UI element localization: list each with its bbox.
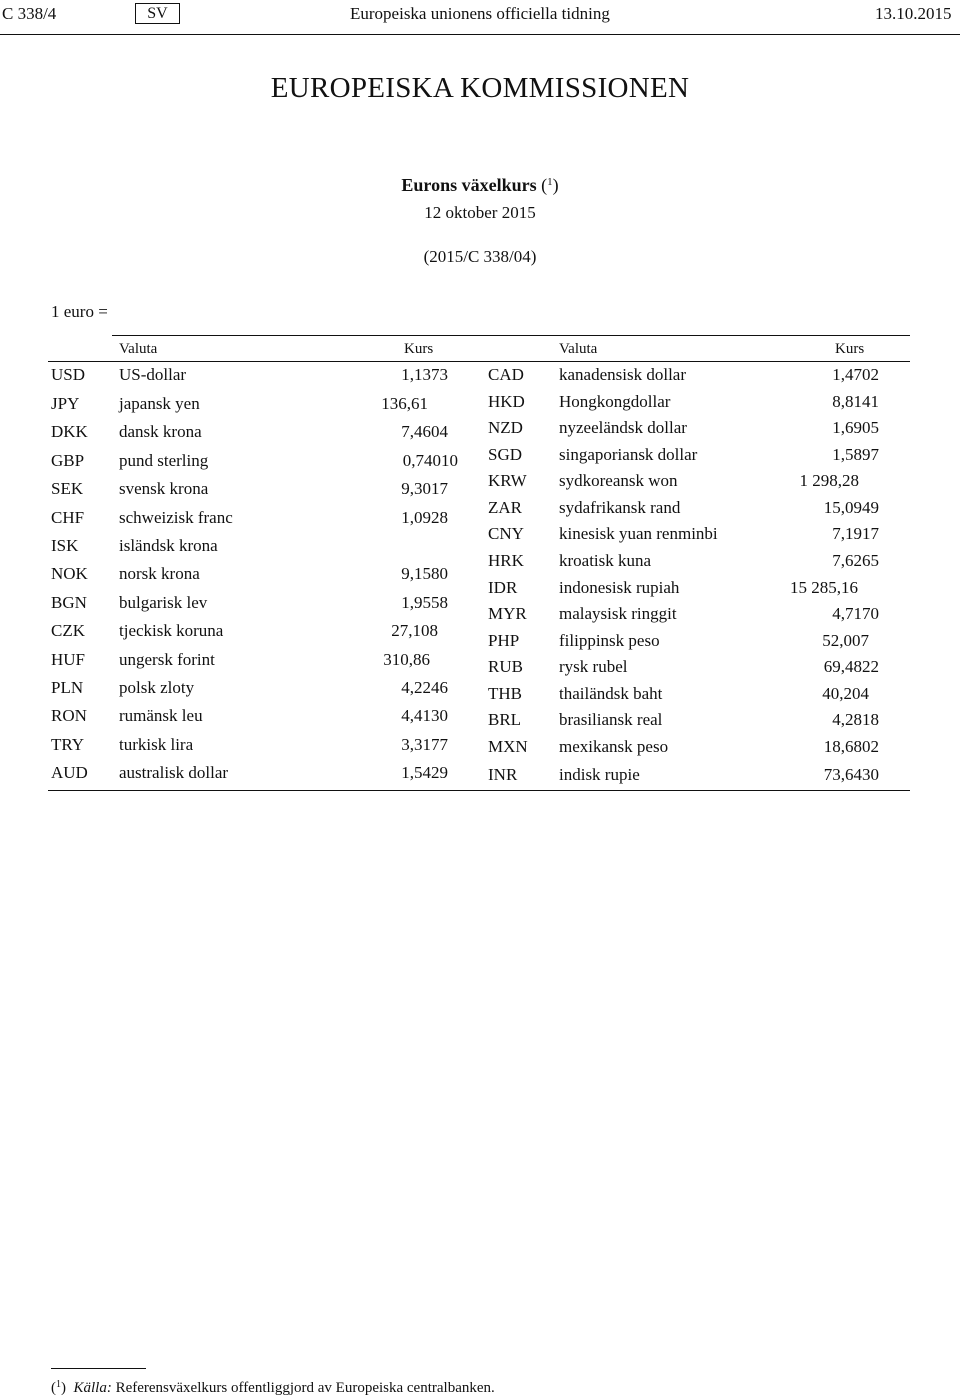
table-row-rate: 1,5897	[832, 445, 879, 464]
table-row-name: sydafrikansk rand	[559, 498, 681, 517]
right-header-rate: Kurs	[835, 341, 865, 357]
table-row-code: MYR	[488, 604, 527, 623]
table-row-code: JPY	[51, 394, 80, 413]
table-row-name: sydkoreansk won	[559, 471, 678, 490]
left-header-currency: Valuta	[119, 341, 158, 357]
footnote-ref-open: (	[541, 175, 548, 195]
table-row-name: tjeckisk koruna	[119, 621, 224, 640]
page-reference: C 338/4	[2, 4, 57, 23]
journal-title: Europeiska unionens officiella tidning	[350, 4, 610, 23]
table-bottom-rule	[48, 790, 910, 791]
table-row-name: thailändsk baht	[559, 684, 663, 703]
table-row-name: australisk dollar	[119, 763, 229, 782]
footnote-text: Referensväxelkurs offentliggjord av Europeiska centralbanken.	[115, 1380, 495, 1396]
table-row-rate: 73,6430	[823, 765, 879, 784]
table-row-code: INR	[488, 765, 518, 784]
footnote-mark-open: (	[51, 1380, 56, 1396]
table-row-code: IDR	[488, 578, 518, 597]
rates-heading	[0, 171, 960, 196]
document-title: EUROPEISKA KOMMISSIONEN	[270, 72, 690, 104]
table-row-rate: 3,3177	[401, 735, 448, 754]
footnote-rule	[51, 1368, 146, 1369]
table-row-code: CZK	[51, 621, 85, 640]
table-row-name: rysk rubel	[559, 657, 628, 676]
table-row-code: KRW	[488, 471, 527, 490]
table-row-code: NZD	[488, 418, 523, 437]
table-row-rate: 40,204	[822, 684, 869, 703]
table-row-name: japansk yen	[119, 394, 200, 413]
table-row-rate: 4,7170	[832, 604, 879, 623]
table-row-code: HUF	[51, 650, 86, 669]
publication-date: 13.10.2015	[875, 4, 952, 23]
table-row-name: ungersk forint	[119, 650, 215, 669]
table-row-rate: 1 298,28	[799, 471, 859, 490]
one-euro-label: 1 euro =	[51, 302, 108, 321]
table-row-code: GBP	[51, 451, 85, 470]
table-row-rate: 0,74010	[402, 451, 458, 470]
table-row-code: SGD	[488, 445, 523, 464]
table-row-name: norsk krona	[119, 564, 200, 583]
table-row-rate: 1,4702	[832, 365, 879, 384]
table-row-name: dansk krona	[119, 422, 202, 441]
table-row-name: nyzeeländsk dollar	[559, 418, 687, 437]
table-row-rate: 18,6802	[823, 737, 879, 756]
table-row-code: DKK	[51, 422, 88, 441]
table-top-rule	[112, 335, 910, 336]
table-row-code: USD	[51, 365, 86, 384]
table-row-rate: 7,4604	[401, 422, 448, 441]
table-row-rate: 1,9558	[401, 593, 448, 612]
rates-heading-text: Eurons växelkurs	[401, 175, 537, 195]
table-row-name: US-dollar	[119, 365, 187, 384]
footnote-ref-number: 1	[547, 176, 553, 188]
table-row-name: schweizisk franc	[119, 508, 233, 527]
right-header-currency: Valuta	[559, 341, 598, 357]
footnote	[51, 1375, 495, 1398]
footnote-label: Källa:	[73, 1380, 112, 1396]
table-row-code: PLN	[51, 678, 84, 697]
table-row-name: pund sterling	[119, 451, 209, 470]
table-row-code: ISK	[51, 536, 79, 555]
table-row-rate: 69,4822	[823, 657, 879, 676]
table-row-code: MXN	[488, 737, 528, 756]
header-rule	[0, 34, 960, 35]
table-row-name: kinesisk yuan renminbi	[559, 524, 718, 543]
table-row-rate: 15,0949	[823, 498, 879, 517]
table-row-name: bulgarisk lev	[119, 593, 208, 612]
footnote-ref-close: )	[552, 175, 559, 195]
table-row-rate: 4,2246	[401, 678, 448, 697]
table-row-code: NOK	[51, 564, 88, 583]
document-reference: (2015/C 338/04)	[423, 247, 537, 266]
table-header-rule	[48, 361, 910, 362]
language-box: SV	[135, 3, 180, 24]
left-header-rate: Kurs	[404, 341, 434, 357]
table-row-rate: 7,6265	[832, 551, 879, 570]
table-row-rate: 27,108	[391, 621, 438, 640]
table-row-code: THB	[488, 684, 522, 703]
table-row-rate: 136,61	[381, 394, 428, 413]
table-row-rate: 15 285,16	[790, 578, 858, 597]
table-row-rate: 52,007	[822, 631, 869, 650]
table-row-rate: 1,5429	[401, 763, 448, 782]
table-row-code: HRK	[488, 551, 524, 570]
table-row-name: Hongkongdollar	[559, 392, 671, 411]
table-row-rate: 9,1580	[401, 564, 448, 583]
table-row-code: AUD	[51, 763, 88, 782]
table-row-code: SEK	[51, 479, 84, 498]
table-row-rate: 9,3017	[401, 479, 448, 498]
table-row-name: indonesisk rupiah	[559, 578, 680, 597]
table-row-rate: 7,1917	[832, 524, 879, 543]
table-row-name: malaysisk ringgit	[559, 604, 677, 623]
table-row-name: indisk rupie	[559, 765, 640, 784]
table-row-name: svensk krona	[119, 479, 209, 498]
table-row-code: RON	[51, 706, 87, 725]
table-row-rate: 4,4130	[401, 706, 448, 725]
table-row-name: singaporiansk dollar	[559, 445, 698, 464]
table-row-rate: 4,2818	[832, 710, 879, 729]
table-row-code: TRY	[51, 735, 85, 754]
table-row-code: HKD	[488, 392, 525, 411]
table-row-name: brasiliansk real	[559, 710, 663, 729]
table-row-code: PHP	[488, 631, 520, 650]
table-row-name: mexikansk peso	[559, 737, 669, 756]
table-row-code: RUB	[488, 657, 523, 676]
rates-date: 12 oktober 2015	[424, 203, 536, 222]
table-row-code: CAD	[488, 365, 524, 384]
footnote-mark-number: 1	[56, 1379, 61, 1390]
table-row-code: BRL	[488, 710, 522, 729]
table-row-name: polsk zloty	[119, 678, 195, 697]
table-row-name: kanadensisk dollar	[559, 365, 686, 384]
table-row-rate: 310,86	[383, 650, 430, 669]
table-row-rate: 1,6905	[832, 418, 879, 437]
footnote-mark-close: )	[61, 1380, 66, 1396]
table-row-code: CHF	[51, 508, 85, 527]
table-row-name: isländsk krona	[119, 536, 218, 555]
table-row-rate: 1,0928	[401, 508, 448, 527]
table-row-name: rumänsk leu	[119, 706, 203, 725]
table-row-name: filippinsk peso	[559, 631, 660, 650]
table-row-rate: 8,8141	[832, 392, 879, 411]
table-row-rate: 1,1373	[401, 365, 448, 384]
table-row-name: turkisk lira	[119, 735, 194, 754]
table-row-code: ZAR	[488, 498, 522, 517]
table-row-code: BGN	[51, 593, 87, 612]
table-row-code: CNY	[488, 524, 524, 543]
table-row-name: kroatisk kuna	[559, 551, 652, 570]
